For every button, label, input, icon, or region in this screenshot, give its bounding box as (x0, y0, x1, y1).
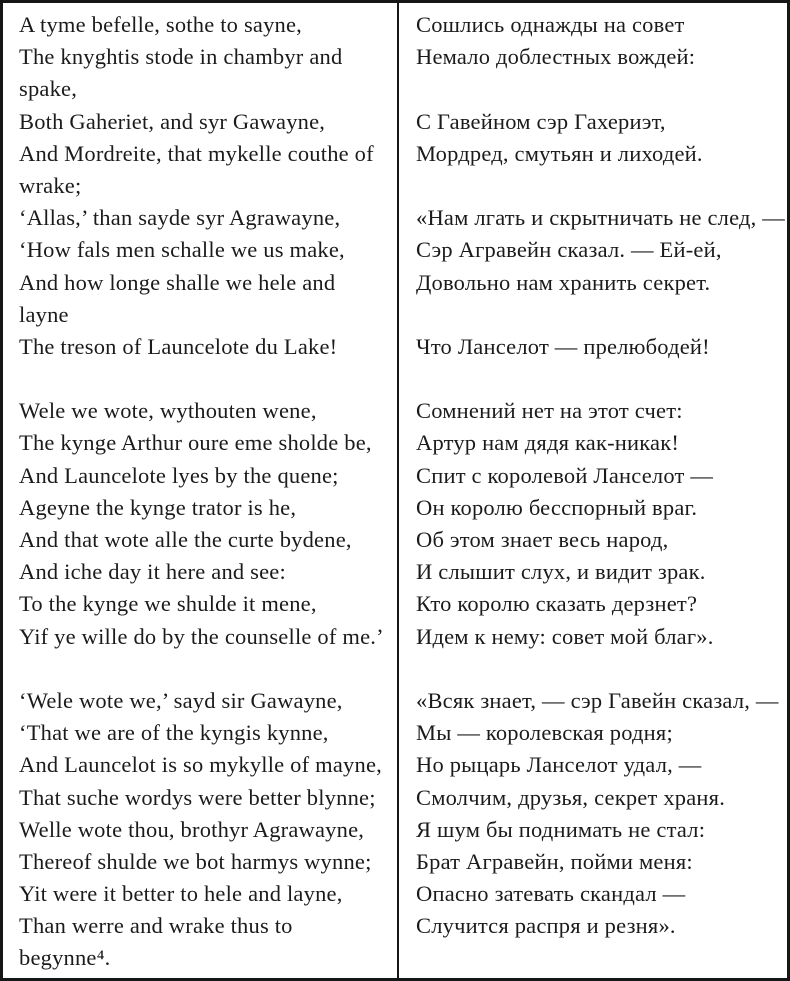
verse-row (3, 267, 787, 331)
verse-line-en: And Launcelote lyes by the quene; (19, 462, 339, 488)
verse-line-en: That suche wordys were better blynne; (19, 784, 376, 810)
verse-cell-ru (402, 814, 787, 846)
verse-line-ru: Брат Агравейн, пойми меня: (416, 848, 693, 874)
verse-cell-en (3, 267, 402, 331)
verse-row (3, 427, 787, 459)
verse-cell-ru (402, 588, 787, 620)
verse-line-ru: Об этом знает весь народ, (416, 527, 669, 552)
verse-line-ru: Идем к нему: совет мой благ». (416, 623, 714, 649)
verse-cell-en (3, 524, 402, 556)
verse-line-en: And that wote alle the curte bydene, (19, 527, 352, 552)
verse-row (3, 363, 787, 395)
verse-row (3, 556, 787, 588)
verse-line-ru: Смолчим, друзья, секрет храня. (416, 784, 726, 810)
verse-line-en: begynne⁴. (19, 945, 111, 971)
verse-row (3, 234, 787, 266)
verse-row (3, 653, 787, 685)
verse-row (3, 717, 787, 749)
verse-cell-en (3, 910, 402, 974)
verse-line-ru: Кто королю сказать дерзнет? (416, 591, 698, 617)
verse-row (3, 910, 787, 974)
verse-line-en: And Launcelot is so mykylle of mayne, (19, 752, 382, 778)
verse-row (3, 202, 787, 234)
verse-cell-ru (402, 749, 787, 781)
verse-row (3, 41, 787, 105)
verse-cell-ru (402, 782, 787, 814)
verse-cell-en (3, 782, 402, 814)
verse-cell-en (3, 878, 402, 910)
verse-cell-ru (402, 363, 787, 395)
verse-line-en: Than werre and wrake thus to (19, 913, 293, 939)
verse-cell-ru (402, 846, 787, 878)
verse-row (3, 9, 787, 41)
verse-line-ru: И слышит слух, и видит зрак. (416, 559, 706, 585)
verse-line-ru: «Нам лгать и скрытничать не след, — (416, 205, 785, 231)
verse-row (3, 782, 787, 814)
verse-line-ru: Артур нам дядя как-никак! (416, 430, 680, 456)
verse-line-en: The knyghtis stode in chambyr and (19, 44, 343, 70)
verse-line-en: Thereof shulde we bot harmys wynne; (19, 848, 372, 874)
verse-line-ru (416, 299, 785, 331)
verse-cell-ru (402, 878, 787, 910)
verse-line-en: layne (19, 301, 69, 327)
verse-line-ru: Сошлись однажды на совет (416, 12, 685, 37)
verse-cell-ru (402, 138, 787, 202)
verse-rows (3, 9, 787, 975)
verse-cell-en (3, 202, 402, 234)
verse-cell-en (3, 363, 402, 395)
verse-line-en: Wele we wote, wythouten wene, (19, 398, 317, 424)
verse-line-ru (416, 170, 785, 202)
verse-line-ru (416, 653, 785, 685)
verse-cell-en (3, 460, 402, 492)
verse-line-ru: Довольно нам хранить секрет. (416, 269, 711, 295)
verse-row (3, 878, 787, 910)
verse-cell-ru (402, 331, 787, 363)
verse-line-en: The kynge Arthur oure eme sholde be, (19, 430, 372, 456)
verse-cell-en (3, 234, 402, 266)
verse-line-en: Yit were it better to hele and layne, (19, 881, 343, 907)
verse-cell-ru (402, 460, 787, 492)
verse-line-ru: «Всяк знает, — сэр Гавейн сказал, — (416, 687, 779, 713)
verse-cell-en (3, 41, 402, 105)
verse-row (3, 331, 787, 363)
verse-cell-en (3, 106, 402, 138)
verse-cell-en (3, 556, 402, 588)
verse-row (3, 685, 787, 717)
verse-row (3, 492, 787, 524)
verse-cell-en (3, 749, 402, 781)
verse-line-en: ‘That we are of the kyngis kynne, (19, 720, 329, 746)
verse-line-en: ‘How fals men schalle we us make, (19, 237, 345, 263)
verse-cell-ru (402, 395, 787, 427)
verse-line-en (19, 653, 398, 685)
verse-row (3, 846, 787, 878)
verse-line-en: Both Gaheriet, and syr Gawayne, (19, 108, 326, 134)
verse-cell-ru (402, 621, 787, 653)
verse-row (3, 524, 787, 556)
verse-line-en: A tyme befelle, sothe to sayne, (19, 12, 303, 37)
verse-cell-ru (402, 653, 787, 685)
verse-cell-ru (402, 106, 787, 138)
verse-cell-ru (402, 41, 787, 105)
verse-line-en: To the kynge we shulde it mene, (19, 591, 317, 617)
verse-cell-ru (402, 524, 787, 556)
verse-row (3, 106, 787, 138)
verse-cell-ru (402, 202, 787, 234)
verse-line-ru: Мы — королевская родня; (416, 720, 673, 746)
verse-cell-ru (402, 910, 787, 974)
verse-line-ru: Что Ланселот — прелюбодей! (416, 333, 710, 359)
verse-line-en: ‘Allas,’ than sayde syr Agrawayne, (19, 205, 341, 231)
column-divider (397, 0, 399, 981)
verse-line-en: ‘Wele wote we,’ sayd sir Gawayne, (19, 687, 343, 713)
verse-line-en: The treson of Launcelote du Lake! (19, 333, 338, 359)
verse-row (3, 588, 787, 620)
verse-line-ru: Но рыцарь Ланселот удал, — (416, 752, 702, 778)
verse-row (3, 138, 787, 202)
verse-line-en: And how longe shalle we hele and (19, 269, 336, 295)
verse-cell-en (3, 621, 402, 653)
verse-cell-en (3, 138, 402, 202)
verse-cell-en (3, 717, 402, 749)
verse-cell-ru (402, 492, 787, 524)
verse-line-en: Ageyne the kynge trator is he, (19, 494, 297, 520)
verse-cell-en (3, 331, 402, 363)
verse-line-ru: Я шум бы поднимать не стал: (416, 816, 706, 842)
verse-line-ru: Опасно затевать скандал — (416, 881, 686, 907)
verse-line-ru (416, 942, 785, 974)
verse-cell-en (3, 9, 402, 41)
verse-line-ru: Спит с королевой Ланселот — (416, 462, 714, 488)
verse-line-en: Yif ye wille do by the counselle of me.’ (19, 623, 384, 649)
verse-cell-ru (402, 267, 787, 331)
verse-line-ru: Он королю бесспорный враг. (416, 494, 698, 520)
verse-line-ru: Случится распря и резня». (416, 913, 676, 939)
verse-line-ru: Мордред, смутьян и лиходей. (416, 140, 703, 166)
verse-cell-en (3, 685, 402, 717)
verse-line-ru (416, 73, 785, 105)
verse-line-ru: С Гавейном сэр Гахериэт, (416, 108, 666, 134)
verse-cell-ru (402, 427, 787, 459)
verse-row (3, 749, 787, 781)
verse-cell-ru (402, 717, 787, 749)
verse-cell-en (3, 395, 402, 427)
verse-cell-en (3, 492, 402, 524)
verse-row (3, 395, 787, 427)
verse-row (3, 460, 787, 492)
verse-row (3, 621, 787, 653)
verse-line-en (19, 363, 398, 395)
verse-line-ru: Сэр Агравейн сказал. — Ей-ей, (416, 237, 722, 263)
verse-line-ru: Сомнений нет на этот счет: (416, 398, 683, 424)
verse-line-ru (416, 363, 785, 395)
verse-cell-en (3, 653, 402, 685)
verse-line-en: spake, (19, 76, 78, 102)
verse-line-ru: Немало доблестных вождей: (416, 44, 696, 70)
verse-cell-ru (402, 234, 787, 266)
verse-line-en: And iche day it here and see: (19, 559, 286, 585)
verse-row (3, 814, 787, 846)
verse-cell-en (3, 588, 402, 620)
verse-cell-ru (402, 9, 787, 41)
verse-line-en: Welle wote thou, brothyr Agrawayne, (19, 816, 365, 842)
verse-line-en: wrake; (19, 172, 82, 198)
verse-line-en: And Mordreite, that mykelle couthe of (19, 140, 374, 166)
verse-cell-en (3, 814, 402, 846)
verse-cell-en (3, 846, 402, 878)
verse-cell-ru (402, 556, 787, 588)
verse-cell-en (3, 427, 402, 459)
verse-cell-ru (402, 685, 787, 717)
